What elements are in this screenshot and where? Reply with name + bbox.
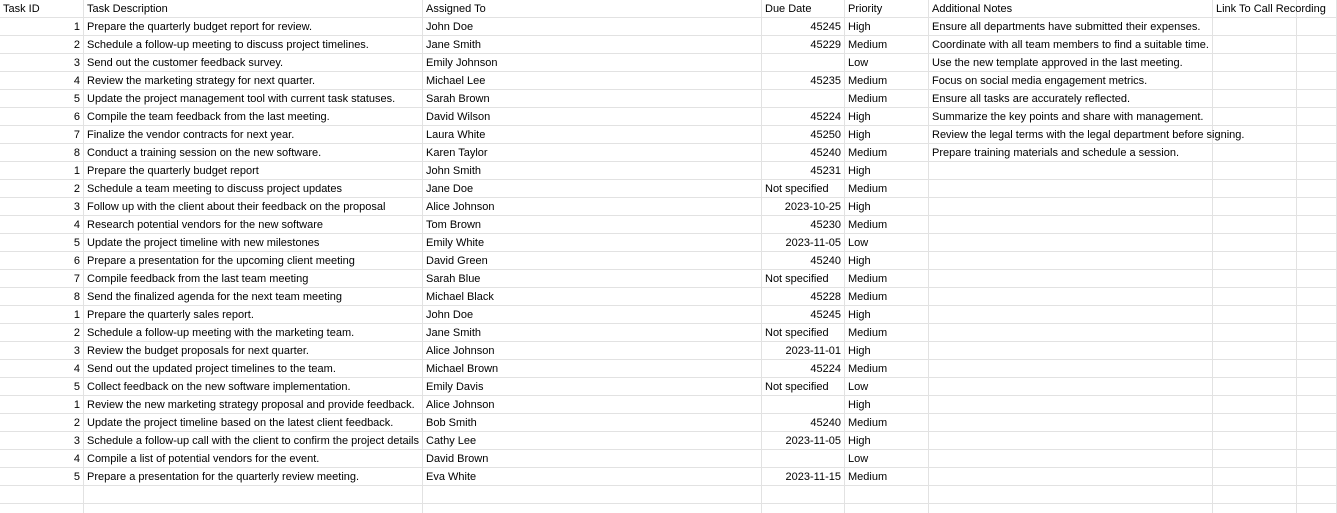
cell-due-date[interactable] xyxy=(762,504,845,513)
cell-assigned-to[interactable]: Karen Taylor xyxy=(423,144,762,162)
cell-task-id[interactable]: 1 xyxy=(0,306,84,324)
cell-link-to-call-recording[interactable] xyxy=(1213,468,1297,486)
cell-task-description[interactable]: Schedule a follow-up meeting to discuss project timelines. xyxy=(84,36,423,54)
table-row xyxy=(0,36,1337,54)
cell-additional-notes[interactable] xyxy=(929,432,1213,450)
cell-assigned-to[interactable]: Jane Doe xyxy=(423,180,762,198)
cell-empty[interactable] xyxy=(1297,234,1337,252)
cell-priority[interactable]: High xyxy=(845,162,929,180)
cell-link-to-call-recording[interactable] xyxy=(1213,432,1297,450)
cell-empty[interactable] xyxy=(1297,270,1337,288)
cell-additional-notes[interactable] xyxy=(929,288,1213,306)
cell-due-date[interactable] xyxy=(762,450,845,468)
cell-priority[interactable]: High xyxy=(845,18,929,36)
cell-assigned-to[interactable]: Cathy Lee xyxy=(423,432,762,450)
cell-empty[interactable] xyxy=(1297,90,1337,108)
cell-task-id[interactable]: 8 xyxy=(0,288,84,306)
cell-additional-notes[interactable] xyxy=(929,216,1213,234)
cell-priority[interactable]: Medium xyxy=(845,288,929,306)
cell-empty[interactable] xyxy=(1297,18,1337,36)
cell-empty[interactable] xyxy=(1297,432,1337,450)
cell-task-id[interactable]: 5 xyxy=(0,90,84,108)
cell-assigned-to[interactable]: David Brown xyxy=(423,450,762,468)
cell-task-description[interactable]: Research potential vendors for the new software xyxy=(84,216,423,234)
cell-priority[interactable]: Medium xyxy=(845,270,929,288)
cell-link-to-call-recording[interactable] xyxy=(1213,324,1297,342)
cell-priority[interactable]: Low xyxy=(845,378,929,396)
cell-priority[interactable]: High xyxy=(845,126,929,144)
cell-due-date[interactable]: 45240 xyxy=(762,144,845,162)
cell-task-description[interactable]: Finalize the vendor contracts for next year. xyxy=(84,126,423,144)
cell-task-description[interactable]: Review the marketing strategy for next quarter. xyxy=(84,72,423,90)
cell-assigned-to[interactable]: Alice Johnson xyxy=(423,198,762,216)
cell-empty[interactable] xyxy=(1297,414,1337,432)
cell-task-id[interactable]: 8 xyxy=(0,144,84,162)
cell-task-id[interactable]: 2 xyxy=(0,180,84,198)
table-row xyxy=(0,468,1337,486)
table-row xyxy=(0,396,1337,414)
cell-task-description[interactable]: Collect feedback on the new software implementation. xyxy=(84,378,423,396)
table-row xyxy=(0,306,1337,324)
cell-assigned-to[interactable]: Jane Smith xyxy=(423,324,762,342)
cell-task-description[interactable]: Prepare a presentation for the quarterly review meeting. xyxy=(84,468,423,486)
cell-task-description[interactable]: Conduct a training session on the new software. xyxy=(84,144,423,162)
cell-empty[interactable] xyxy=(1297,342,1337,360)
cell-empty[interactable] xyxy=(1297,126,1337,144)
cell-additional-notes[interactable] xyxy=(929,306,1213,324)
cell-assigned-to[interactable]: John Doe xyxy=(423,306,762,324)
cell-due-date[interactable]: Not specified xyxy=(762,270,845,288)
cell-task-id[interactable]: 7 xyxy=(0,126,84,144)
cell-additional-notes[interactable] xyxy=(929,198,1213,216)
cell-assigned-to[interactable]: Emily White xyxy=(423,234,762,252)
cell-empty[interactable] xyxy=(1297,360,1337,378)
cell-due-date[interactable]: 2023-11-05 xyxy=(762,432,845,450)
cell-task-id[interactable]: 1 xyxy=(0,162,84,180)
header-additional-notes[interactable]: Additional Notes xyxy=(929,0,1213,18)
cell-assigned-to[interactable] xyxy=(423,486,762,504)
cell-assigned-to[interactable]: Jane Smith xyxy=(423,36,762,54)
cell-additional-notes[interactable]: Coordinate with all team members to find a suitable time. xyxy=(929,36,1213,54)
cell-additional-notes[interactable] xyxy=(929,252,1213,270)
cell-additional-notes[interactable] xyxy=(929,486,1213,504)
cell-due-date[interactable]: 2023-11-15 xyxy=(762,468,845,486)
cell-priority[interactable]: High xyxy=(845,252,929,270)
cell-task-description[interactable]: Schedule a follow-up call with the client to confirm the project details xyxy=(84,432,423,450)
cell-additional-notes[interactable]: Summarize the key points and share with management. xyxy=(929,108,1213,126)
cell-priority[interactable]: Medium xyxy=(845,36,929,54)
cell-link-to-call-recording[interactable] xyxy=(1213,180,1297,198)
cell-task-id[interactable]: 4 xyxy=(0,360,84,378)
cell-priority[interactable]: Low xyxy=(845,54,929,72)
cell-additional-notes[interactable] xyxy=(929,504,1213,513)
table-row xyxy=(0,144,1337,162)
cell-due-date[interactable]: 45224 xyxy=(762,360,845,378)
cell-assigned-to[interactable]: John Doe xyxy=(423,18,762,36)
cell-link-to-call-recording[interactable] xyxy=(1213,72,1297,90)
cell-empty[interactable] xyxy=(1297,378,1337,396)
cell-link-to-call-recording[interactable] xyxy=(1213,108,1297,126)
cell-assigned-to[interactable]: Alice Johnson xyxy=(423,342,762,360)
cell-priority[interactable] xyxy=(845,486,929,504)
cell-additional-notes[interactable]: Focus on social media engagement metrics. xyxy=(929,72,1213,90)
empty-row xyxy=(0,486,1337,504)
cell-link-to-call-recording[interactable] xyxy=(1213,252,1297,270)
cell-additional-notes[interactable]: Prepare training materials and schedule a session. xyxy=(929,144,1213,162)
table-row xyxy=(0,108,1337,126)
cell-task-description[interactable]: Schedule a team meeting to discuss project updates xyxy=(84,180,423,198)
cell-due-date[interactable]: 45245 xyxy=(762,18,845,36)
cell-task-description[interactable]: Prepare a presentation for the upcoming client meeting xyxy=(84,252,423,270)
cell-link-to-call-recording[interactable] xyxy=(1213,396,1297,414)
cell-priority[interactable]: Low xyxy=(845,234,929,252)
cell-task-description[interactable]: Update the project timeline with new milestones xyxy=(84,234,423,252)
cell-additional-notes[interactable]: Ensure all departments have submitted their expenses. xyxy=(929,18,1213,36)
cell-link-to-call-recording[interactable] xyxy=(1213,270,1297,288)
table-row xyxy=(0,72,1337,90)
cell-assigned-to[interactable]: Tom Brown xyxy=(423,216,762,234)
header-link-to-call-recording[interactable]: Link To Call Recording xyxy=(1213,0,1297,18)
cell-link-to-call-recording[interactable] xyxy=(1213,360,1297,378)
table-row xyxy=(0,162,1337,180)
cell-assigned-to[interactable]: John Smith xyxy=(423,162,762,180)
cell-link-to-call-recording[interactable] xyxy=(1213,378,1297,396)
cell-additional-notes[interactable] xyxy=(929,450,1213,468)
cell-assigned-to[interactable] xyxy=(423,504,762,513)
cell-assigned-to[interactable]: Alice Johnson xyxy=(423,396,762,414)
cell-assigned-to[interactable]: Eva White xyxy=(423,468,762,486)
cell-task-description[interactable]: Compile feedback from the last team meeting xyxy=(84,270,423,288)
cell-task-id[interactable]: 5 xyxy=(0,234,84,252)
cell-task-id[interactable]: 4 xyxy=(0,216,84,234)
cell-task-id[interactable]: 1 xyxy=(0,18,84,36)
cell-priority[interactable]: Medium xyxy=(845,324,929,342)
cell-link-to-call-recording[interactable] xyxy=(1213,162,1297,180)
cell-task-id[interactable]: 3 xyxy=(0,432,84,450)
cell-empty[interactable] xyxy=(1297,162,1337,180)
cell-link-to-call-recording[interactable] xyxy=(1213,504,1297,513)
empty-row xyxy=(0,504,1337,513)
cell-due-date[interactable]: Not specified xyxy=(762,180,845,198)
cell-priority[interactable]: High xyxy=(845,198,929,216)
cell-task-id[interactable]: 4 xyxy=(0,72,84,90)
table-row xyxy=(0,216,1337,234)
cell-task-description[interactable]: Compile a list of potential vendors for the event. xyxy=(84,450,423,468)
cell-link-to-call-recording[interactable] xyxy=(1213,414,1297,432)
cell-assigned-to[interactable]: David Wilson xyxy=(423,108,762,126)
cell-priority[interactable]: High xyxy=(845,108,929,126)
table-row xyxy=(0,126,1337,144)
header-due-date[interactable]: Due Date xyxy=(762,0,845,18)
table-row xyxy=(0,414,1337,432)
cell-assigned-to[interactable]: Emily Davis xyxy=(423,378,762,396)
cell-additional-notes[interactable] xyxy=(929,180,1213,198)
cell-empty[interactable] xyxy=(1297,396,1337,414)
cell-task-id[interactable]: 3 xyxy=(0,198,84,216)
empty-header-cell[interactable] xyxy=(1297,0,1337,18)
cell-empty[interactable] xyxy=(1297,288,1337,306)
cell-additional-notes[interactable] xyxy=(929,396,1213,414)
cell-additional-notes[interactable] xyxy=(929,324,1213,342)
cell-empty[interactable] xyxy=(1297,72,1337,90)
cell-additional-notes[interactable]: Ensure all tasks are accurately reflected. xyxy=(929,90,1213,108)
cell-additional-notes[interactable] xyxy=(929,468,1213,486)
cell-task-description[interactable]: Follow up with the client about their feedback on the proposal xyxy=(84,198,423,216)
cell-empty[interactable] xyxy=(1297,144,1337,162)
table-row xyxy=(0,360,1337,378)
cell-assigned-to[interactable]: Michael Brown xyxy=(423,360,762,378)
table-row xyxy=(0,234,1337,252)
cell-task-id[interactable]: 2 xyxy=(0,324,84,342)
cell-additional-notes[interactable] xyxy=(929,234,1213,252)
cell-due-date[interactable]: 45229 xyxy=(762,36,845,54)
header-assigned-to[interactable]: Assigned To xyxy=(423,0,762,18)
table-row xyxy=(0,270,1337,288)
cell-task-description[interactable]: Send the finalized agenda for the next team meeting xyxy=(84,288,423,306)
cell-empty[interactable] xyxy=(1297,54,1337,72)
table-row xyxy=(0,90,1337,108)
cell-additional-notes[interactable] xyxy=(929,378,1213,396)
cell-empty[interactable] xyxy=(1297,36,1337,54)
cell-task-id[interactable]: 5 xyxy=(0,378,84,396)
cell-task-description[interactable] xyxy=(84,504,423,513)
cell-assigned-to[interactable]: Laura White xyxy=(423,126,762,144)
cell-task-description[interactable]: Prepare the quarterly budget report for review. xyxy=(84,18,423,36)
cell-due-date[interactable]: 2023-11-05 xyxy=(762,234,845,252)
cell-link-to-call-recording[interactable] xyxy=(1213,54,1297,72)
cell-task-description[interactable]: Schedule a follow-up meeting with the marketing team. xyxy=(84,324,423,342)
cell-empty[interactable] xyxy=(1297,486,1337,504)
cell-due-date[interactable]: Not specified xyxy=(762,378,845,396)
cell-link-to-call-recording[interactable] xyxy=(1213,234,1297,252)
cell-task-id[interactable]: 7 xyxy=(0,270,84,288)
cell-due-date[interactable]: 45250 xyxy=(762,126,845,144)
table-row xyxy=(0,324,1337,342)
table-row xyxy=(0,54,1337,72)
table-row xyxy=(0,288,1337,306)
cell-priority[interactable]: Low xyxy=(845,450,929,468)
cell-task-id[interactable]: 5 xyxy=(0,468,84,486)
table-row xyxy=(0,342,1337,360)
cell-priority[interactable]: High xyxy=(845,306,929,324)
cell-priority[interactable]: Medium xyxy=(845,216,929,234)
cell-task-description[interactable]: Prepare the quarterly budget report xyxy=(84,162,423,180)
cell-link-to-call-recording[interactable] xyxy=(1213,36,1297,54)
cell-link-to-call-recording[interactable] xyxy=(1213,18,1297,36)
cell-task-description[interactable]: Compile the team feedback from the last meeting. xyxy=(84,108,423,126)
cell-empty[interactable] xyxy=(1297,306,1337,324)
cell-due-date[interactable]: 45230 xyxy=(762,216,845,234)
cell-due-date[interactable] xyxy=(762,54,845,72)
cell-priority[interactable]: High xyxy=(845,432,929,450)
cell-priority[interactable]: Medium xyxy=(845,468,929,486)
cell-task-id[interactable]: 2 xyxy=(0,36,84,54)
cell-assigned-to[interactable]: Michael Black xyxy=(423,288,762,306)
cell-task-id[interactable]: 4 xyxy=(0,450,84,468)
cell-empty[interactable] xyxy=(1297,108,1337,126)
cell-due-date[interactable]: 45231 xyxy=(762,162,845,180)
cell-empty[interactable] xyxy=(1297,468,1337,486)
cell-task-id[interactable] xyxy=(0,504,84,513)
cell-task-id[interactable]: 2 xyxy=(0,414,84,432)
table-row xyxy=(0,378,1337,396)
cell-link-to-call-recording[interactable] xyxy=(1213,90,1297,108)
header-task-id[interactable]: Task ID xyxy=(0,0,84,18)
cell-due-date[interactable] xyxy=(762,90,845,108)
cell-additional-notes[interactable] xyxy=(929,342,1213,360)
cell-link-to-call-recording[interactable] xyxy=(1213,144,1297,162)
cell-priority[interactable]: Medium xyxy=(845,90,929,108)
cell-due-date[interactable]: 2023-11-01 xyxy=(762,342,845,360)
table-row xyxy=(0,180,1337,198)
cell-link-to-call-recording[interactable] xyxy=(1213,450,1297,468)
cell-assigned-to[interactable]: Sarah Blue xyxy=(423,270,762,288)
cell-task-id[interactable]: 3 xyxy=(0,54,84,72)
cell-additional-notes[interactable]: Use the new template approved in the last meeting. xyxy=(929,54,1213,72)
header-row xyxy=(0,0,1337,18)
cell-task-description[interactable]: Review the budget proposals for next quarter. xyxy=(84,342,423,360)
cell-task-id[interactable]: 6 xyxy=(0,108,84,126)
cell-task-id[interactable]: 1 xyxy=(0,396,84,414)
cell-additional-notes[interactable] xyxy=(929,270,1213,288)
cell-due-date[interactable]: 45240 xyxy=(762,252,845,270)
cell-task-description[interactable]: Update the project management tool with current task statuses. xyxy=(84,90,423,108)
cell-link-to-call-recording[interactable] xyxy=(1213,342,1297,360)
cell-link-to-call-recording[interactable] xyxy=(1213,198,1297,216)
cell-link-to-call-recording[interactable] xyxy=(1213,306,1297,324)
cell-task-description[interactable]: Update the project timeline based on the latest client feedback. xyxy=(84,414,423,432)
cell-priority[interactable]: Medium xyxy=(845,360,929,378)
cell-due-date[interactable]: 45245 xyxy=(762,306,845,324)
cell-due-date[interactable]: 45240 xyxy=(762,414,845,432)
cell-empty[interactable] xyxy=(1297,324,1337,342)
cell-due-date[interactable] xyxy=(762,396,845,414)
cell-priority[interactable]: High xyxy=(845,396,929,414)
cell-link-to-call-recording[interactable] xyxy=(1213,486,1297,504)
cell-assigned-to[interactable]: David Green xyxy=(423,252,762,270)
cell-empty[interactable] xyxy=(1297,450,1337,468)
cell-priority[interactable]: Medium xyxy=(845,144,929,162)
cell-due-date[interactable]: 45224 xyxy=(762,108,845,126)
cell-empty[interactable] xyxy=(1297,180,1337,198)
table-row xyxy=(0,18,1337,36)
cell-due-date[interactable]: Not specified xyxy=(762,324,845,342)
cell-empty[interactable] xyxy=(1297,252,1337,270)
cell-task-description[interactable]: Send out the updated project timelines to the team. xyxy=(84,360,423,378)
cell-empty[interactable] xyxy=(1297,216,1337,234)
cell-task-id[interactable]: 6 xyxy=(0,252,84,270)
header-task-description[interactable]: Task Description xyxy=(84,0,423,18)
table-row xyxy=(0,252,1337,270)
cell-link-to-call-recording[interactable] xyxy=(1213,216,1297,234)
cell-additional-notes[interactable] xyxy=(929,414,1213,432)
cell-task-description[interactable]: Prepare the quarterly sales report. xyxy=(84,306,423,324)
cell-link-to-call-recording[interactable] xyxy=(1213,126,1297,144)
cell-assigned-to[interactable]: Emily Johnson xyxy=(423,54,762,72)
cell-task-id[interactable]: 3 xyxy=(0,342,84,360)
cell-empty[interactable] xyxy=(1297,504,1337,513)
cell-link-to-call-recording[interactable] xyxy=(1213,288,1297,306)
cell-additional-notes[interactable]: Review the legal terms with the legal department before signing. xyxy=(929,126,1213,144)
table-row xyxy=(0,450,1337,468)
table-row xyxy=(0,198,1337,216)
cell-task-id[interactable] xyxy=(0,486,84,504)
cell-empty[interactable] xyxy=(1297,198,1337,216)
cell-task-description[interactable]: Review the new marketing strategy proposal and provide feedback. xyxy=(84,396,423,414)
cell-priority[interactable]: High xyxy=(845,342,929,360)
cell-priority[interactable]: Medium xyxy=(845,180,929,198)
header-priority[interactable]: Priority xyxy=(845,0,929,18)
cell-priority[interactable]: Medium xyxy=(845,72,929,90)
table-row xyxy=(0,432,1337,450)
cell-due-date[interactable]: 45228 xyxy=(762,288,845,306)
cell-additional-notes[interactable] xyxy=(929,162,1213,180)
cell-assigned-to[interactable]: Michael Lee xyxy=(423,72,762,90)
cell-priority[interactable] xyxy=(845,504,929,513)
cell-priority[interactable]: Medium xyxy=(845,414,929,432)
cell-task-description[interactable]: Send out the customer feedback survey. xyxy=(84,54,423,72)
cell-due-date[interactable]: 2023-10-25 xyxy=(762,198,845,216)
cell-assigned-to[interactable]: Sarah Brown xyxy=(423,90,762,108)
cell-additional-notes[interactable] xyxy=(929,360,1213,378)
cell-assigned-to[interactable]: Bob Smith xyxy=(423,414,762,432)
cell-task-description[interactable] xyxy=(84,486,423,504)
cell-due-date[interactable]: 45235 xyxy=(762,72,845,90)
cell-due-date[interactable] xyxy=(762,486,845,504)
